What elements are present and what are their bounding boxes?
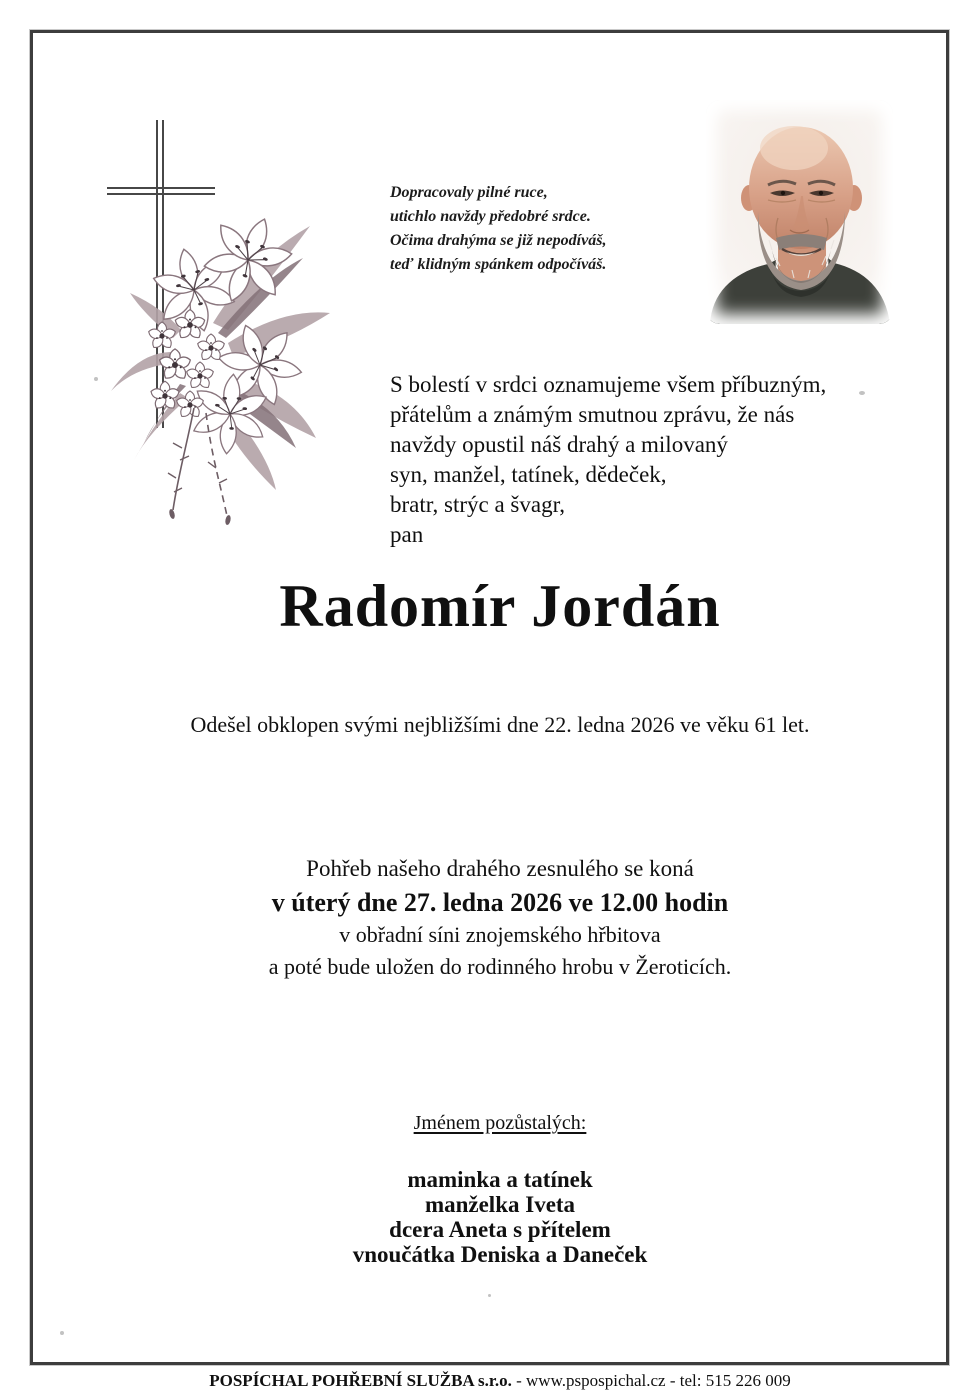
poem-line: Dopracovaly pilné ruce,: [390, 184, 548, 201]
deceased-name: Radomír Jordán: [279, 573, 721, 639]
funeral-place-line: v obřadní síni znojemského hřbitova: [339, 922, 661, 947]
small-flower: [185, 362, 214, 390]
funeral-company-contact: - www.pspospichal.cz - tel: 515 226 009: [511, 1371, 791, 1390]
portrait-photo: [706, 100, 893, 324]
mourner-line: vnoučátka Deniska a Daneček: [352, 1242, 648, 1267]
stem-buds: [168, 509, 231, 526]
poem-line: Očima drahýma se již nepodíváš,: [390, 232, 607, 249]
mourner-line: maminka a tatínek: [407, 1167, 593, 1192]
announcement-line: navždy opustil náš drahý a milovaný: [390, 432, 728, 457]
death-info-line: Odešel obklopen svými nejbližšími dne 22. ledna 2026 ve věku 61 let.: [190, 712, 810, 737]
funeral-intro-line: Pohřeb našeho drahého zesnulého se koná: [306, 856, 694, 881]
cross-and-lilies-illustration: [78, 108, 363, 528]
announcement-line: přátelům a známým smutnou zprávu, že nás: [390, 402, 795, 427]
mourners-list: [40, 1167, 960, 1267]
funeral-details-block: [40, 852, 960, 983]
announcement-line: S bolestí v srdci oznamujeme všem příbuzným,: [390, 372, 827, 397]
announcement-block: [390, 370, 870, 550]
scan-speck: [60, 1331, 64, 1335]
cross-and-lilies-drawing: [78, 108, 363, 528]
mourner-line: manželka Iveta: [424, 1192, 576, 1217]
announcement-line: syn, manžel, tatínek, dědeček,: [390, 462, 667, 487]
poem-line: utichlo navždy předobré srdce.: [390, 208, 591, 225]
mourners-heading: Jménem pozůstalých:: [413, 1112, 587, 1134]
poem-block: [390, 181, 720, 277]
scan-speck: [859, 391, 865, 395]
funeral-burial-line: a poté bude uložen do rodinného hrobu v Žeroticích.: [268, 954, 732, 979]
scan-speck: [94, 377, 98, 381]
announcement-line: bratr, strýc a švagr,: [390, 492, 566, 517]
scan-speck: [488, 1294, 491, 1297]
funeral-company-name: POSPÍCHAL POHŘEBNÍ SLUŽBA s.r.o.: [209, 1371, 512, 1390]
mourner-line: dcera Aneta s přítelem: [389, 1217, 611, 1242]
announcement-line: pan: [390, 522, 424, 547]
portrait-photo-image: [706, 100, 893, 324]
funeral-service-footer: [40, 1371, 960, 1391]
poem-line: teď klidným spánkem odpočíváš.: [390, 256, 607, 273]
funeral-datetime-line: v úterý dne 27. ledna 2026 ve 12.00 hodin: [271, 888, 729, 917]
